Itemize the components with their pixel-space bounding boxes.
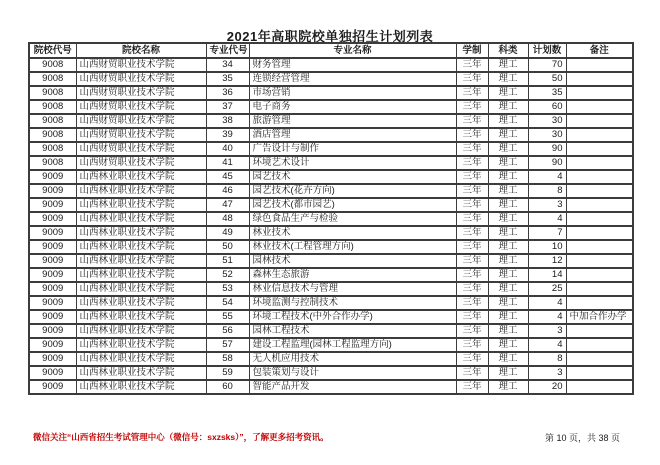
cell-duration: 三年 bbox=[456, 170, 488, 184]
cell-college-name: 山西林业职业技术学院 bbox=[76, 254, 206, 268]
cell-subject-category: 理工 bbox=[488, 226, 528, 240]
cell-subject-category: 理工 bbox=[488, 86, 528, 100]
cell-plan-count: 8 bbox=[528, 184, 566, 198]
cell-remark bbox=[566, 268, 633, 282]
cell-remark bbox=[566, 128, 633, 142]
table-row bbox=[29, 156, 633, 170]
cell-subject-category: 理工 bbox=[488, 184, 528, 198]
column-header-college-code: 院校代号 bbox=[29, 43, 76, 58]
cell-major-code: 53 bbox=[206, 282, 249, 296]
cell-subject-category: 理工 bbox=[488, 100, 528, 114]
cell-major-code: 46 bbox=[206, 184, 249, 198]
cell-major-name: 电子商务 bbox=[249, 100, 456, 114]
cell-major-name: 连锁经营管理 bbox=[249, 72, 456, 86]
cell-college-name: 山西林业职业技术学院 bbox=[76, 212, 206, 226]
cell-remark: 中加合作办学 bbox=[566, 310, 633, 324]
cell-plan-count: 20 bbox=[528, 380, 566, 394]
cell-duration: 三年 bbox=[456, 366, 488, 380]
cell-subject-category: 理工 bbox=[488, 142, 528, 156]
column-header-major-name: 专业名称 bbox=[249, 43, 456, 58]
cell-subject-category: 理工 bbox=[488, 156, 528, 170]
cell-subject-category: 理工 bbox=[488, 240, 528, 254]
cell-plan-count: 7 bbox=[528, 226, 566, 240]
cell-college-name: 山西财贸职业技术学院 bbox=[76, 142, 206, 156]
cell-college-code: 9009 bbox=[29, 198, 76, 212]
table-body bbox=[29, 58, 633, 394]
table-row bbox=[29, 170, 633, 184]
cell-subject-category: 理工 bbox=[488, 268, 528, 282]
cell-remark bbox=[566, 142, 633, 156]
cell-subject-category: 理工 bbox=[488, 296, 528, 310]
cell-duration: 三年 bbox=[456, 338, 488, 352]
cell-major-code: 57 bbox=[206, 338, 249, 352]
cell-major-code: 35 bbox=[206, 72, 249, 86]
cell-duration: 三年 bbox=[456, 156, 488, 170]
cell-college-name: 山西财贸职业技术学院 bbox=[76, 156, 206, 170]
table-row bbox=[29, 254, 633, 268]
cell-subject-category: 理工 bbox=[488, 72, 528, 86]
cell-duration: 三年 bbox=[456, 226, 488, 240]
table-row bbox=[29, 240, 633, 254]
cell-remark bbox=[566, 170, 633, 184]
cell-college-name: 山西林业职业技术学院 bbox=[76, 310, 206, 324]
cell-duration: 三年 bbox=[456, 268, 488, 282]
cell-duration: 三年 bbox=[456, 254, 488, 268]
cell-remark bbox=[566, 114, 633, 128]
cell-college-code: 9008 bbox=[29, 100, 76, 114]
cell-remark bbox=[566, 58, 633, 72]
cell-major-name: 森林生态旅游 bbox=[249, 268, 456, 282]
cell-college-name: 山西林业职业技术学院 bbox=[76, 170, 206, 184]
cell-major-name: 园林技术 bbox=[249, 254, 456, 268]
cell-college-name: 山西林业职业技术学院 bbox=[76, 226, 206, 240]
cell-remark bbox=[566, 324, 633, 338]
cell-subject-category: 理工 bbox=[488, 380, 528, 394]
cell-plan-count: 10 bbox=[528, 240, 566, 254]
cell-remark bbox=[566, 296, 633, 310]
cell-major-code: 55 bbox=[206, 310, 249, 324]
cell-college-code: 9008 bbox=[29, 86, 76, 100]
cell-major-name: 园艺技术(花卉方向) bbox=[249, 184, 456, 198]
cell-subject-category: 理工 bbox=[488, 338, 528, 352]
cell-major-name: 园艺技术 bbox=[249, 170, 456, 184]
cell-college-code: 9008 bbox=[29, 72, 76, 86]
wechat-notice-text: 微信关注“山西省招生考试管理中心（微信号：sxzsks）”，了解更多招考资讯。 bbox=[33, 432, 329, 442]
cell-remark bbox=[566, 156, 633, 170]
cell-plan-count: 50 bbox=[528, 72, 566, 86]
cell-major-name: 广告设计与制作 bbox=[249, 142, 456, 156]
cell-subject-category: 理工 bbox=[488, 128, 528, 142]
table-row bbox=[29, 380, 633, 394]
cell-major-name: 包装策划与设计 bbox=[249, 366, 456, 380]
cell-college-name: 山西林业职业技术学院 bbox=[76, 240, 206, 254]
cell-college-code: 9009 bbox=[29, 184, 76, 198]
cell-college-name: 山西财贸职业技术学院 bbox=[76, 114, 206, 128]
cell-plan-count: 25 bbox=[528, 282, 566, 296]
cell-college-name: 山西林业职业技术学院 bbox=[76, 198, 206, 212]
cell-remark bbox=[566, 240, 633, 254]
table-row bbox=[29, 296, 633, 310]
cell-duration: 三年 bbox=[456, 296, 488, 310]
cell-plan-count: 30 bbox=[528, 128, 566, 142]
cell-major-name: 智能产品开发 bbox=[249, 380, 456, 394]
cell-major-code: 51 bbox=[206, 254, 249, 268]
cell-remark bbox=[566, 366, 633, 380]
table-head bbox=[29, 43, 633, 58]
cell-duration: 三年 bbox=[456, 352, 488, 366]
cell-plan-count: 14 bbox=[528, 268, 566, 282]
table-row bbox=[29, 338, 633, 352]
column-header-subject-category: 科类 bbox=[488, 43, 528, 58]
cell-remark bbox=[566, 86, 633, 100]
cell-plan-count: 60 bbox=[528, 100, 566, 114]
table-row bbox=[29, 58, 633, 72]
table-row bbox=[29, 268, 633, 282]
cell-subject-category: 理工 bbox=[488, 58, 528, 72]
table-row bbox=[29, 86, 633, 100]
cell-major-code: 41 bbox=[206, 156, 249, 170]
cell-major-code: 60 bbox=[206, 380, 249, 394]
table-row bbox=[29, 352, 633, 366]
cell-college-name: 山西林业职业技术学院 bbox=[76, 380, 206, 394]
cell-college-name: 山西财贸职业技术学院 bbox=[76, 100, 206, 114]
cell-college-code: 9008 bbox=[29, 142, 76, 156]
cell-remark bbox=[566, 72, 633, 86]
cell-subject-category: 理工 bbox=[488, 324, 528, 338]
cell-college-code: 9009 bbox=[29, 324, 76, 338]
cell-subject-category: 理工 bbox=[488, 352, 528, 366]
cell-duration: 三年 bbox=[456, 142, 488, 156]
cell-college-code: 9009 bbox=[29, 366, 76, 380]
cell-college-code: 9009 bbox=[29, 310, 76, 324]
cell-college-name: 山西林业职业技术学院 bbox=[76, 282, 206, 296]
column-header-duration: 学制 bbox=[456, 43, 488, 58]
cell-college-name: 山西林业职业技术学院 bbox=[76, 338, 206, 352]
cell-duration: 三年 bbox=[456, 380, 488, 394]
cell-college-name: 山西林业职业技术学院 bbox=[76, 352, 206, 366]
cell-college-name: 山西林业职业技术学院 bbox=[76, 366, 206, 380]
cell-remark bbox=[566, 380, 633, 394]
column-header-college-name: 院校名称 bbox=[76, 43, 206, 58]
cell-college-name: 山西财贸职业技术学院 bbox=[76, 72, 206, 86]
cell-duration: 三年 bbox=[456, 100, 488, 114]
cell-duration: 三年 bbox=[456, 86, 488, 100]
cell-plan-count: 35 bbox=[528, 86, 566, 100]
cell-subject-category: 理工 bbox=[488, 170, 528, 184]
cell-duration: 三年 bbox=[456, 240, 488, 254]
table-row bbox=[29, 142, 633, 156]
cell-college-code: 9008 bbox=[29, 58, 76, 72]
cell-major-code: 39 bbox=[206, 128, 249, 142]
cell-duration: 三年 bbox=[456, 128, 488, 142]
cell-major-name: 绿色食品生产与检验 bbox=[249, 212, 456, 226]
cell-major-name: 林业技术 bbox=[249, 226, 456, 240]
cell-duration: 三年 bbox=[456, 198, 488, 212]
cell-college-code: 9008 bbox=[29, 156, 76, 170]
cell-college-name: 山西林业职业技术学院 bbox=[76, 324, 206, 338]
cell-plan-count: 90 bbox=[528, 156, 566, 170]
cell-major-name: 旅游管理 bbox=[249, 114, 456, 128]
cell-major-code: 48 bbox=[206, 212, 249, 226]
cell-duration: 三年 bbox=[456, 282, 488, 296]
cell-major-name: 建设工程监理(园林工程监理方向) bbox=[249, 338, 456, 352]
cell-remark bbox=[566, 226, 633, 240]
table-row bbox=[29, 282, 633, 296]
cell-plan-count: 30 bbox=[528, 114, 566, 128]
cell-major-code: 59 bbox=[206, 366, 249, 380]
cell-college-name: 山西林业职业技术学院 bbox=[76, 184, 206, 198]
cell-major-code: 58 bbox=[206, 352, 249, 366]
cell-plan-count: 4 bbox=[528, 170, 566, 184]
cell-college-name: 山西林业职业技术学院 bbox=[76, 268, 206, 282]
table-row bbox=[29, 72, 633, 86]
cell-subject-category: 理工 bbox=[488, 114, 528, 128]
table-header-row bbox=[29, 43, 633, 58]
table-row bbox=[29, 310, 633, 324]
cell-remark bbox=[566, 198, 633, 212]
cell-college-code: 9009 bbox=[29, 380, 76, 394]
cell-subject-category: 理工 bbox=[488, 254, 528, 268]
cell-remark bbox=[566, 282, 633, 296]
cell-college-code: 9008 bbox=[29, 128, 76, 142]
cell-plan-count: 3 bbox=[528, 366, 566, 380]
cell-remark bbox=[566, 184, 633, 198]
cell-major-code: 56 bbox=[206, 324, 249, 338]
cell-college-name: 山西财贸职业技术学院 bbox=[76, 58, 206, 72]
cell-major-code: 45 bbox=[206, 170, 249, 184]
cell-duration: 三年 bbox=[456, 212, 488, 226]
cell-duration: 三年 bbox=[456, 58, 488, 72]
cell-major-name: 园林工程技术 bbox=[249, 324, 456, 338]
table-row bbox=[29, 100, 633, 114]
cell-plan-count: 4 bbox=[528, 296, 566, 310]
enrollment-plan-table bbox=[28, 42, 634, 395]
cell-duration: 三年 bbox=[456, 310, 488, 324]
cell-subject-category: 理工 bbox=[488, 212, 528, 226]
cell-plan-count: 4 bbox=[528, 310, 566, 324]
table-row bbox=[29, 324, 633, 338]
cell-major-code: 54 bbox=[206, 296, 249, 310]
cell-plan-count: 70 bbox=[528, 58, 566, 72]
cell-college-code: 9009 bbox=[29, 282, 76, 296]
cell-college-code: 9009 bbox=[29, 338, 76, 352]
cell-college-name: 山西财贸职业技术学院 bbox=[76, 86, 206, 100]
cell-plan-count: 90 bbox=[528, 142, 566, 156]
cell-major-code: 50 bbox=[206, 240, 249, 254]
cell-major-name: 环境工程技术(中外合作办学) bbox=[249, 310, 456, 324]
cell-college-code: 9009 bbox=[29, 296, 76, 310]
table-row bbox=[29, 366, 633, 380]
cell-plan-count: 4 bbox=[528, 212, 566, 226]
cell-duration: 三年 bbox=[456, 184, 488, 198]
cell-college-name: 山西财贸职业技术学院 bbox=[76, 128, 206, 142]
cell-major-name: 市场营销 bbox=[249, 86, 456, 100]
column-header-plan-count: 计划数 bbox=[528, 43, 566, 58]
cell-major-name: 财务管理 bbox=[249, 58, 456, 72]
cell-major-name: 酒店管理 bbox=[249, 128, 456, 142]
cell-major-name: 林业信息技术与管理 bbox=[249, 282, 456, 296]
cell-college-name: 山西林业职业技术学院 bbox=[76, 296, 206, 310]
cell-subject-category: 理工 bbox=[488, 366, 528, 380]
page-title: 2021年高职院校单独招生计划列表 bbox=[226, 29, 434, 44]
cell-major-code: 47 bbox=[206, 198, 249, 212]
cell-plan-count: 4 bbox=[528, 338, 566, 352]
cell-remark bbox=[566, 212, 633, 226]
cell-plan-count: 3 bbox=[528, 324, 566, 338]
cell-major-code: 36 bbox=[206, 86, 249, 100]
cell-college-code: 9009 bbox=[29, 352, 76, 366]
table-row bbox=[29, 128, 633, 142]
table-row bbox=[29, 226, 633, 240]
cell-remark bbox=[566, 254, 633, 268]
cell-major-code: 40 bbox=[206, 142, 249, 156]
table-row bbox=[29, 212, 633, 226]
cell-major-code: 52 bbox=[206, 268, 249, 282]
cell-plan-count: 8 bbox=[528, 352, 566, 366]
cell-remark bbox=[566, 352, 633, 366]
table-row bbox=[29, 114, 633, 128]
cell-major-code: 34 bbox=[206, 58, 249, 72]
table-row bbox=[29, 198, 633, 212]
cell-major-code: 38 bbox=[206, 114, 249, 128]
cell-college-code: 9009 bbox=[29, 240, 76, 254]
cell-major-name: 林业技术(工程管理方向) bbox=[249, 240, 456, 254]
cell-college-code: 9009 bbox=[29, 254, 76, 268]
cell-remark bbox=[566, 100, 633, 114]
cell-subject-category: 理工 bbox=[488, 198, 528, 212]
page-number-indicator: 第 10 页，共 38 页 bbox=[544, 433, 620, 443]
cell-duration: 三年 bbox=[456, 114, 488, 128]
cell-plan-count: 3 bbox=[528, 198, 566, 212]
cell-major-name: 园艺技术(都市园艺) bbox=[249, 198, 456, 212]
cell-major-code: 37 bbox=[206, 100, 249, 114]
cell-college-code: 9009 bbox=[29, 212, 76, 226]
cell-duration: 三年 bbox=[456, 72, 488, 86]
cell-college-code: 9009 bbox=[29, 170, 76, 184]
cell-major-name: 无人机应用技术 bbox=[249, 352, 456, 366]
cell-major-name: 环境监测与控制技术 bbox=[249, 296, 456, 310]
cell-college-code: 9009 bbox=[29, 226, 76, 240]
column-header-remark: 备注 bbox=[566, 43, 633, 58]
column-header-major-code: 专业代号 bbox=[206, 43, 249, 58]
cell-duration: 三年 bbox=[456, 324, 488, 338]
cell-college-code: 9008 bbox=[29, 114, 76, 128]
cell-college-code: 9009 bbox=[29, 268, 76, 282]
cell-major-name: 环境艺术设计 bbox=[249, 156, 456, 170]
cell-subject-category: 理工 bbox=[488, 282, 528, 296]
cell-major-code: 49 bbox=[206, 226, 249, 240]
cell-remark bbox=[566, 338, 633, 352]
cell-subject-category: 理工 bbox=[488, 310, 528, 324]
cell-plan-count: 12 bbox=[528, 254, 566, 268]
table-row bbox=[29, 184, 633, 198]
